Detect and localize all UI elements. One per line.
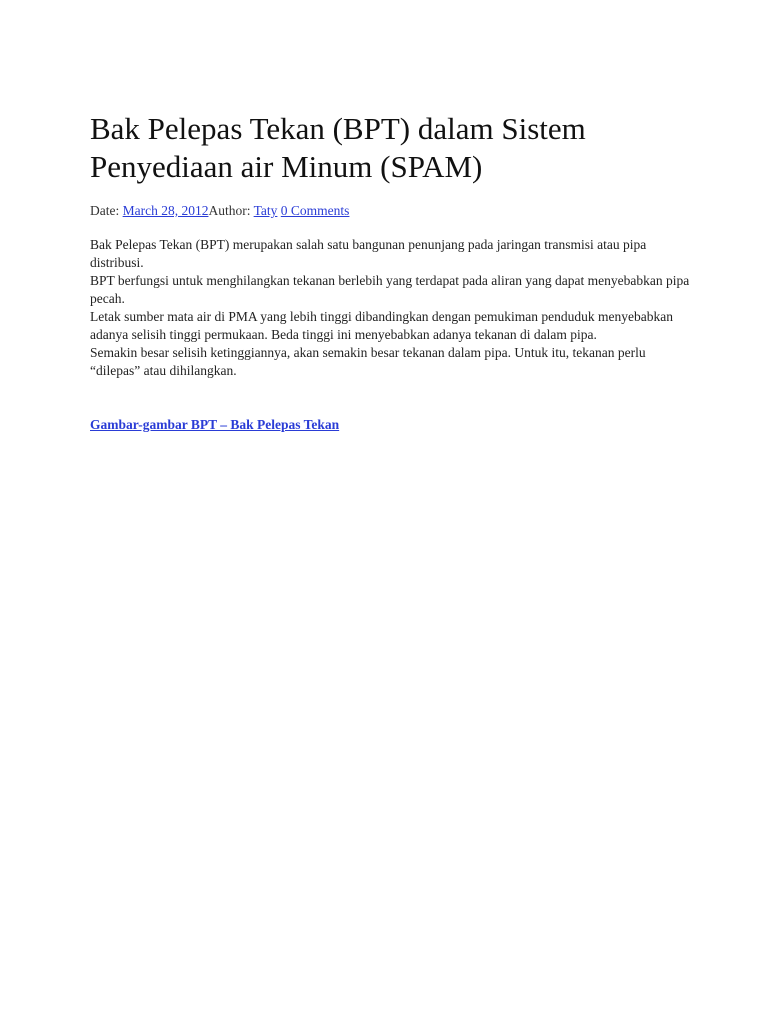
date-link[interactable]: March 28, 2012 [122,203,209,218]
article-body [90,236,690,380]
date-label: Date: [90,203,120,218]
comments-link[interactable]: 0 Comments [280,203,350,218]
article-title: Bak Pelepas Tekan (BPT) dalam Sistem Penyediaan air Minum (SPAM) [90,111,586,184]
paragraph-bpt-function: BPT berfungsi untuk menghilangkan tekanan berlebih yang terdapat pada aliran yang dapat menyebabkan pipa pecah. [90,273,690,306]
paragraph-pressure-release: Semakin besar selisih ketinggiannya, akan semakin besar tekanan dalam pipa. Untuk itu, tekanan perlu “dilepas” atau dihilangkan. [90,345,646,378]
author-label: Author: [208,203,251,218]
article-meta [90,202,349,220]
paragraph-bpt-definition: Bak Pelepas Tekan (BPT) merupakan salah satu bangunan penunjang pada jaringan transmisi atau pipa distribusi. [90,237,647,270]
gallery-link[interactable]: Gambar-gambar BPT – Bak Pelepas Tekan [90,417,340,432]
author-link[interactable]: Taty [253,203,278,218]
paragraph-source-location: Letak sumber mata air di PMA yang lebih tinggi dibandingkan dengan pemukiman penduduk menyebabkan adanya selisih tinggi permukaan. Beda tinggi ini menyebabkan adanya tekanan di dalam pipa. [90,309,673,342]
